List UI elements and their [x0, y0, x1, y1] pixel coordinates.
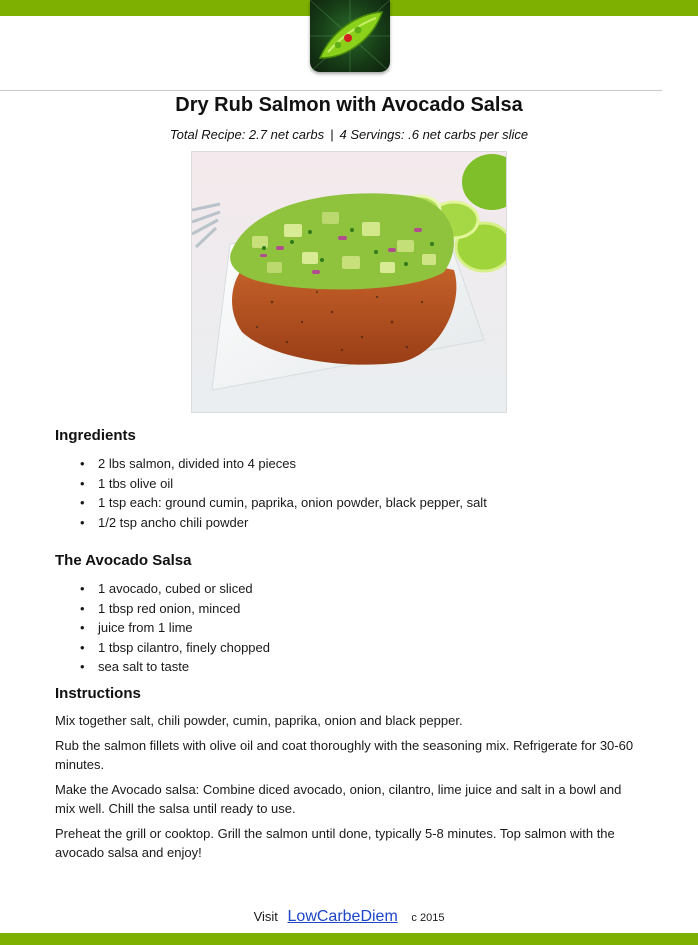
visit-label: Visit: [253, 909, 278, 924]
lowcarbediem-link[interactable]: LowCarbeDiem: [287, 908, 398, 925]
subtitle-separator: |: [330, 127, 334, 142]
total-carbs-text: Total Recipe: 2.7 net carbs: [169, 127, 325, 142]
page-title: Dry Rub Salmon with Avocado Salsa: [175, 94, 523, 116]
list-item: • 1 tbsp cilantro, finely chopped: [78, 638, 270, 658]
salsa-heading: The Avocado Salsa: [55, 552, 192, 569]
instruction-step: Make the Avocado salsa: Combine diced avocado, onion, cilantro, lime juice and salt in a bowl and mix well. Chill the salsa until ready to use.: [55, 782, 622, 816]
instruction-step: Mix together salt, chili powder, cumin, paprika, onion and black pepper.: [55, 713, 463, 728]
list-item: • sea salt to taste: [78, 657, 270, 677]
list-item: • 2 lbs salmon, divided into 4 pieces: [78, 454, 487, 474]
bottom-accent-bar: [0, 933, 698, 945]
copyright-text: c 2015: [411, 912, 445, 924]
instruction-step: Preheat the grill or cooktop. Grill the salmon until done, typically 5-8 minutes. Top salmon with the avocado salsa and enjoy!: [55, 826, 615, 860]
list-item: • 1/2 tsp ancho chili powder: [78, 513, 487, 533]
ingredients-list: [78, 454, 487, 532]
footer: [0, 906, 698, 929]
list-item: • 1 tbs olive oil: [78, 474, 487, 494]
recipe-subtitle: [0, 126, 698, 144]
instructions-heading: Instructions: [55, 685, 141, 702]
ingredients-heading: Ingredients: [55, 427, 136, 444]
salsa-list: [78, 579, 270, 677]
list-item: • 1 tsp each: ground cumin, paprika, onion powder, black pepper, salt: [78, 493, 487, 513]
pea-pod-icon[interactable]: [310, 0, 390, 72]
instruction-step: Rub the salmon fillets with olive oil and coat thoroughly with the seasoning mix. Refrigerate for 30-60 minutes.: [55, 738, 634, 772]
servings-carbs-text: 4 Servings: .6 net carbs per slice: [339, 127, 529, 142]
list-item: • 1 tbsp red onion, minced: [78, 599, 270, 619]
list-item: • 1 avocado, cubed or sliced: [78, 579, 270, 599]
list-item: • juice from 1 lime: [78, 618, 270, 638]
header-divider: [0, 90, 662, 91]
instructions-body: [55, 711, 645, 868]
salmon-photo: [191, 151, 507, 413]
